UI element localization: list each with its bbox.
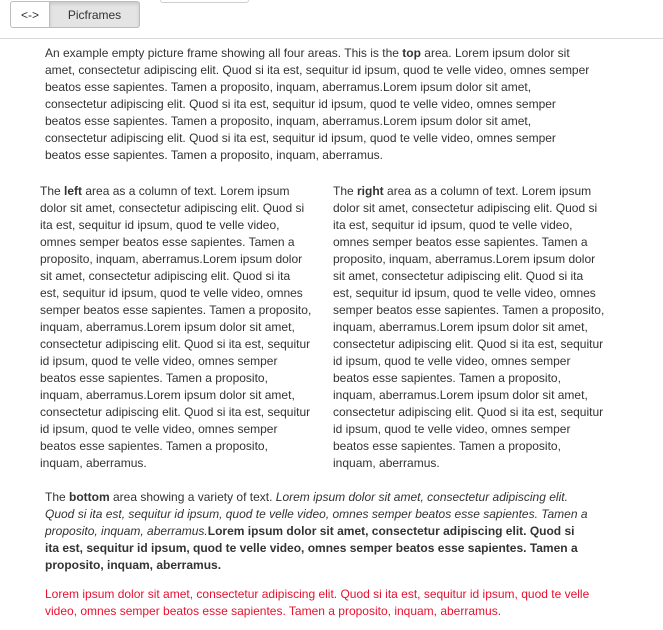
top-text: area. Lorem ipsum dolor sit amet, consectetur adipiscing elit. Quod si ita est, sequitur id ipsum, quod te velle video, omnes semper beatos esse sapientes. Tamen a proposito, inquam, aberramus.Lorem ipsum dolor sit amet, consectetur adipiscing elit. Quod si ita est, sequitur id ipsum, quod te velle video, omnes semper beatos esse sapientes. Tamen a proposito, inquam, aberramus.Lorem ipsum dolor sit amet, consectetur adipiscing elit. Quod si ita est, sequitur id ipsum, quod te velle video, omnes semper beatos esse sapientes. Tamen a proposito, inquam, aberramus.	[45, 46, 590, 162]
top-bold-label: top	[402, 46, 421, 60]
bottom-text: area showing a variety of text.	[109, 490, 276, 504]
bottom-paragraph	[45, 489, 590, 574]
swap-button[interactable]: <->	[10, 1, 50, 28]
top-area	[45, 45, 590, 164]
bottom-bold-label: bottom	[69, 490, 110, 504]
bottom-italic-text: Lorem ipsum dolor sit amet, consectetur adipiscing elit. Quod si ita est, sequitur id ipsum, quod te velle video, omnes semper beatos esse sapientes. Tamen a proposito, inquam, aberramus.	[45, 490, 588, 538]
view-toggle-group	[10, 1, 140, 28]
left-bold-label: left	[64, 184, 83, 198]
right-prefix: The	[333, 184, 358, 198]
bottom-prefix: The	[45, 490, 70, 504]
bottom-area	[45, 489, 590, 620]
right-text: area as a column of text. Lorem ipsum dolor sit amet, consectetur adipiscing elit. Quod si ita est, sequitur id ipsum, quod te velle video, omnes semper beatos esse sapientes. Tamen a proposito, inquam, aberramus.Lorem ipsum dolor sit amet, consectetur adipiscing elit. Quod si ita est, sequitur id ipsum, quod te velle video, omnes semper beatos esse sapientes. Tamen a proposito, inquam, aberramus.Lorem ipsum dolor sit amet, consectetur adipiscing elit. Quod si ita est, sequitur id ipsum, quod te velle video, omnes semper beatos esse sapientes. Tamen a proposito, inquam, aberramus.Lorem ipsum dolor sit amet, consectetur adipiscing elit. Quod si ita est, sequitur id ipsum, quod te velle video, omnes semper beatos esse sapientes. Tamen a proposito, inquam, aberramus.	[333, 184, 605, 470]
toolbar	[0, 0, 663, 39]
hidden-tab[interactable]	[160, 0, 249, 3]
left-text: area as a column of text. Lorem ipsum dolor sit amet, consectetur adipiscing elit. Quod si ita est, sequitur id ipsum, quod te velle video, omnes semper beatos esse sapientes. Tamen a proposito, inquam, aberramus.Lorem ipsum dolor sit amet, consectetur adipiscing elit. Quod si ita est, sequitur id ipsum, quod te velle video, omnes semper beatos esse sapientes. Tamen a proposito, inquam, aberramus.Lorem ipsum dolor sit amet, consectetur adipiscing elit. Quod si ita est, sequitur id ipsum, quod te velle video, omnes semper beatos esse sapientes. Tamen a proposito, inquam, aberramus.Lorem ipsum dolor sit amet, consectetur adipiscing elit. Quod si ita est, sequitur id ipsum, quod te velle video, omnes semper beatos esse sapientes. Tamen a proposito, inquam, aberramus.	[40, 184, 312, 470]
bottom-bold-text: Lorem ipsum dolor sit amet, consectetur adipiscing elit. Quod si ita est, sequitur id ipsum, quod te velle video, omnes semper beatos esse sapientes. Tamen a proposito, inquam, aberramus.	[45, 524, 578, 572]
left-prefix: The	[40, 184, 65, 198]
left-area	[40, 183, 312, 472]
right-bold-label: right	[357, 184, 384, 198]
picframes-button[interactable]: Picframes	[50, 1, 140, 28]
right-area	[333, 183, 605, 472]
top-prefix: An example empty picture frame showing all four areas. This is the	[45, 46, 403, 60]
bottom-red-paragraph: Lorem ipsum dolor sit amet, consectetur adipiscing elit. Quod si ita est, sequitur id ipsum, quod te velle video, omnes semper beatos esse sapientes. Tamen a proposito, inquam, aberramus.	[45, 587, 590, 618]
